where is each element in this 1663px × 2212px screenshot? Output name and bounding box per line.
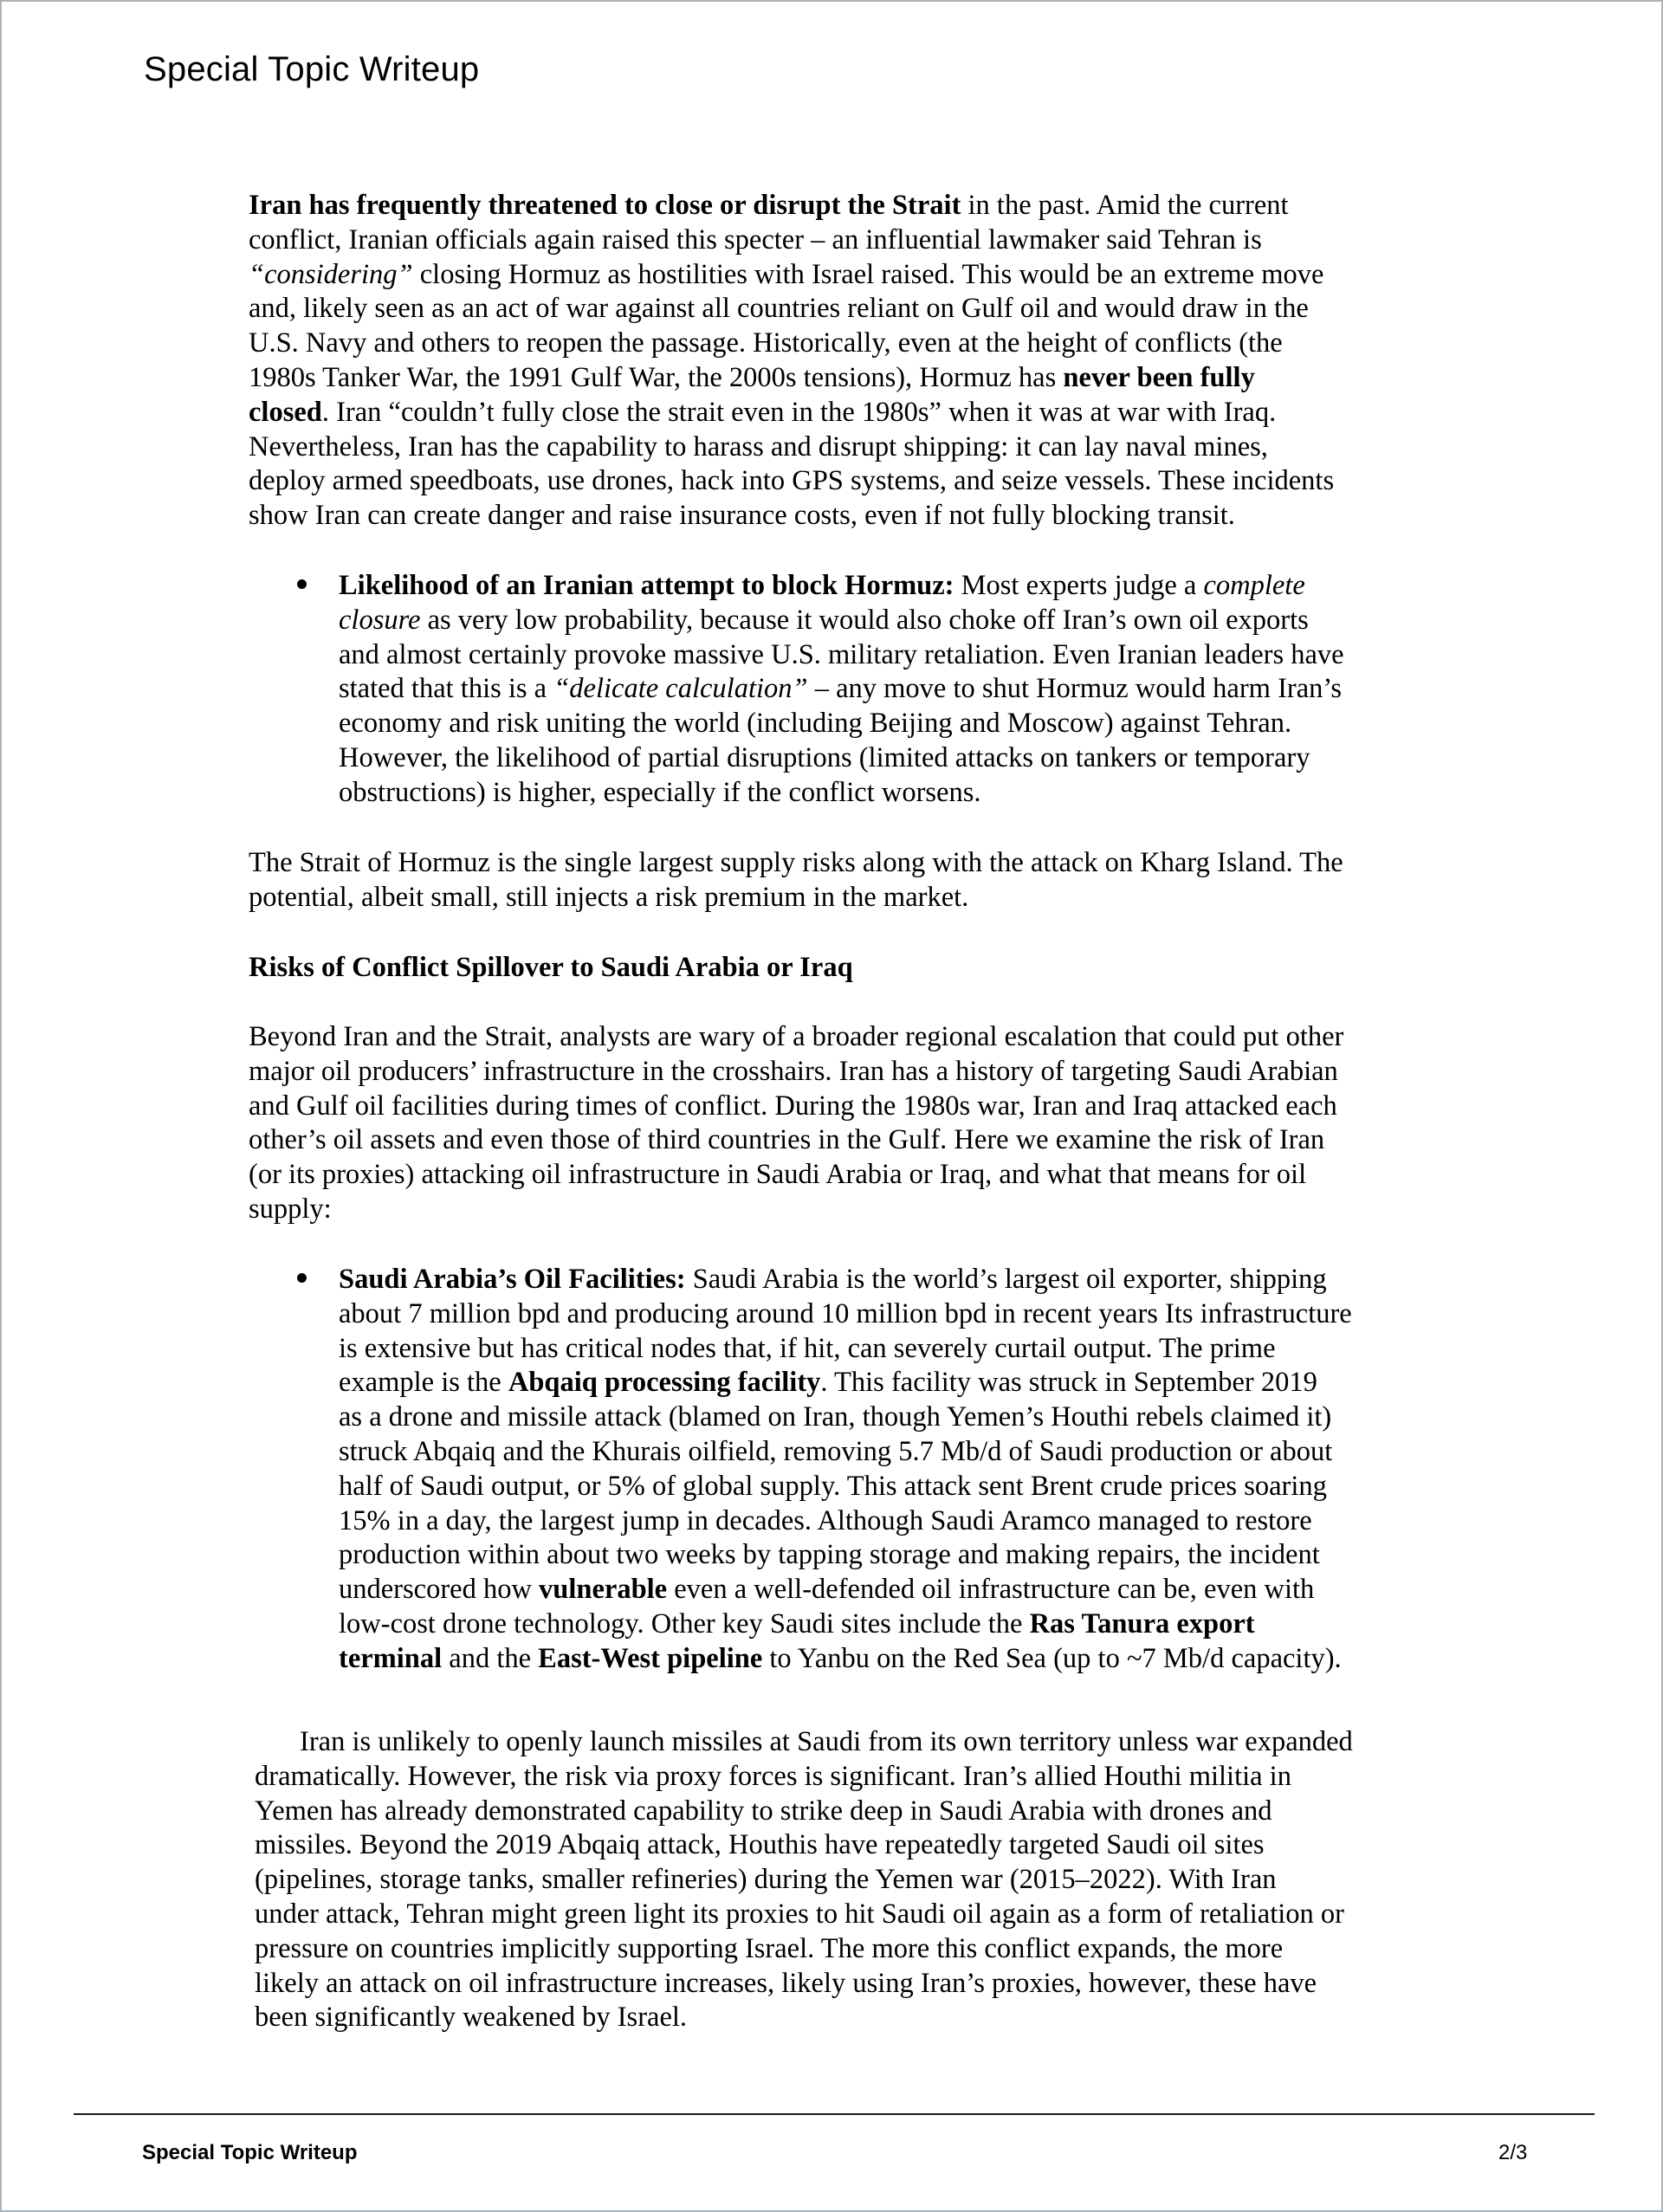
bold-text: Iran has frequently threatened to close or disrupt the Strait — [249, 190, 961, 221]
text-line — [339, 1297, 1352, 1332]
footer-title: Special Topic Writeup — [142, 2141, 358, 2164]
text-line — [249, 499, 1334, 534]
text-line — [249, 846, 1343, 881]
text-line — [339, 1263, 1352, 1297]
text-line — [339, 1366, 1352, 1400]
text-run: in the past. Amid the current — [961, 190, 1289, 221]
text-run: struck Abqaiq and the Khurais oilfield, removing 5.7 Mb/d of Saudi production or about — [339, 1435, 1333, 1467]
text-line — [339, 1470, 1352, 1504]
bullet-item-saudi-facilities — [339, 1263, 1352, 1677]
page-number: 2/3 — [1498, 2141, 1528, 2164]
text-run: – any move to shut Hormuz would harm Iran’s — [807, 673, 1343, 705]
bullet-item-hormuz-likelihood — [339, 569, 1344, 811]
text-run: U.S. Navy and others to reopen the passage. Historically, even at the height of conflicts (the — [249, 327, 1283, 359]
italic-text: “delicate calculation” — [553, 673, 808, 705]
bullet-icon — [297, 579, 307, 589]
text-run: The Strait of Hormuz is the single largest supply risks along with the attack on Kharg Island. The — [249, 847, 1343, 878]
text-line — [339, 672, 1344, 707]
text-run: supply: — [249, 1193, 332, 1225]
text-run: is extensive but has critical nodes that, if hit, can severely curtail output. The prime — [339, 1332, 1276, 1364]
text-line — [339, 1607, 1352, 1642]
text-line — [249, 881, 1343, 915]
text-line — [339, 1400, 1352, 1435]
text-run: dramatically. However, the risk via proxy forces is significant. Iran’s allied Houthi militia in — [255, 1760, 1291, 1792]
bold-text: Saudi Arabia’s Oil Facilities: — [339, 1264, 686, 1295]
text-run: However, the likelihood of partial disruptions (limited attacks on tankers or temporary — [339, 741, 1310, 773]
text-line — [249, 327, 1334, 361]
bold-text: never been fully — [1063, 361, 1255, 393]
text-run: been significantly weakened by Israel. — [255, 2002, 688, 2034]
text-run: and, likely seen as an act of war against all countries reliant on Gulf oil and would draw in the — [249, 293, 1309, 325]
text-line — [339, 604, 1344, 638]
text-line — [249, 1020, 1343, 1055]
bullet-text — [339, 1263, 1352, 1677]
text-run: conflict, Iranian officials again raised this specter – an influential lawmaker said Tehran is — [249, 223, 1262, 255]
text-run: and the — [442, 1642, 539, 1674]
text-line — [249, 1090, 1343, 1124]
text-run: even a well-defended oil infrastructure can be, even with — [667, 1574, 1315, 1606]
text-run: other’s oil assets and even those of third countries in the Gulf. Here we examine the risk of Iran — [249, 1124, 1325, 1156]
text-run: (pipelines, storage tanks, smaller refineries) during the Yemen war (2015–2022). With Iran — [255, 1864, 1277, 1896]
text-run: . Iran “couldn’t fully close the strait even in the 1980s” when it was at war with Iraq. — [321, 396, 1277, 428]
text-line — [339, 569, 1344, 604]
text-run: missiles. Beyond the 2019 Abqaiq attack, Houthis have repeatedly targeted Saudi oil sites — [255, 1829, 1265, 1861]
text-run: underscored how — [339, 1574, 540, 1606]
text-run: low-cost drone technology. Other key Saudi sites include the — [339, 1607, 1030, 1640]
paragraph-hormuz-threats — [249, 189, 1334, 534]
text-line — [249, 430, 1334, 465]
italic-text: “considering” — [249, 258, 413, 290]
bold-text: terminal — [339, 1642, 443, 1674]
text-line — [255, 1795, 1353, 1829]
text-run: Most experts judge a — [954, 570, 1204, 601]
text-line — [249, 189, 1334, 223]
paragraph-proxy-risk — [255, 1725, 1353, 2035]
text-line — [255, 1967, 1353, 2002]
text-run: pressure on countries implicitly supporting Israel. The more this conflict expands, the more — [255, 1932, 1284, 1964]
text-line — [339, 1642, 1352, 1677]
text-line — [339, 1435, 1352, 1470]
text-run: Beyond Iran and the Strait, analysts are wary of a broader regional escalation that could put other — [249, 1021, 1344, 1052]
text-run: production within about two weeks by tapping storage and making repairs, the incident — [339, 1539, 1320, 1571]
bold-text: Likelihood of an Iranian attempt to block Hormuz: — [339, 570, 954, 601]
text-line — [249, 292, 1334, 327]
text-run: under attack, Tehran might green light its proxies to hit Saudi oil again as a form of retaliation or — [255, 1898, 1344, 1930]
text-run: deploy armed speedboats, use drones, hack into GPS systems, and seize vessels. These incidents — [249, 465, 1335, 497]
text-run: about 7 million bpd and producing around 10 million bpd in recent years Its infrastructure — [339, 1297, 1352, 1329]
text-line — [249, 1193, 1343, 1227]
bold-text: Abqaiq processing facility — [508, 1367, 821, 1399]
text-line — [249, 361, 1334, 396]
text-line — [249, 1055, 1343, 1090]
text-line — [339, 1573, 1352, 1607]
text-line — [255, 1828, 1353, 1863]
bold-text: East-West pipeline — [538, 1642, 763, 1674]
bullet-text — [339, 569, 1344, 811]
text-run: 1980s Tanker War, the 1991 Gulf War, the 2000s tensions), Hormuz has — [249, 361, 1064, 393]
text-run: and almost certainly provoke massive U.S. military retaliation. Even Iranian leaders have — [339, 638, 1344, 670]
text-run: show Iran can create danger and raise insurance costs, even if not fully blocking transit. — [249, 500, 1235, 532]
text-run: Saudi Arabia is the world’s largest oil exporter, shipping — [685, 1264, 1327, 1295]
page-header-title: Special Topic Writeup — [144, 50, 480, 88]
text-line — [339, 1538, 1352, 1573]
text-line — [339, 741, 1344, 776]
text-run: 15% in a day, the largest jump in decades. Although Saudi Aramco managed to restore — [339, 1504, 1312, 1536]
bold-text: Ras Tanura export — [1029, 1607, 1255, 1640]
bold-text: vulnerable — [539, 1574, 668, 1606]
text-run: stated that this is a — [339, 673, 554, 705]
text-line — [255, 1863, 1353, 1898]
text-line — [249, 396, 1334, 430]
italic-text: closure — [339, 604, 421, 636]
bold-text: closed — [249, 396, 322, 428]
text-line — [339, 776, 1344, 811]
text-run: potential, albeit small, still injects a risk premium in the market. — [249, 881, 969, 913]
text-line — [249, 464, 1334, 499]
text-run: obstructions) is higher, especially if the conflict worsens. — [339, 776, 981, 808]
text-run: closing Hormuz as hostilities with Israel raised. This would be an extreme move — [412, 258, 1324, 290]
text-line — [339, 1504, 1352, 1539]
paragraph-supply-risk — [249, 846, 1343, 915]
footer-divider — [74, 2113, 1595, 2115]
text-run: Yemen has already demonstrated capability to strike deep in Saudi Arabia with drones and — [255, 1795, 1272, 1827]
text-run: to Yanbu on the Red Sea (up to ~7 Mb/d capacity). — [762, 1642, 1342, 1674]
text-run: and Gulf oil facilities during times of conflict. During the 1980s war, Iran and Iraq attacked each — [249, 1090, 1337, 1122]
text-run: likely an attack on oil infrastructure increases, likely using Iran’s proxies, however, these have — [255, 1967, 1317, 1999]
text-run: example is the — [339, 1367, 508, 1399]
section-heading: Risks of Conflict Spillover to Saudi Arabia or Iraq — [249, 952, 853, 983]
text-line — [255, 2001, 1353, 2035]
bullet-icon — [297, 1273, 307, 1283]
text-line — [339, 707, 1344, 741]
text-run: . This facility was struck in September 2019 — [820, 1367, 1317, 1399]
text-line — [255, 1725, 1353, 1760]
text-run: major oil producers’ infrastructure in the crosshairs. Iran has a history of targeting Saudi Arabian — [249, 1055, 1338, 1087]
text-run: half of Saudi output, or 5% of global supply. This attack sent Brent crude prices soaring — [339, 1470, 1327, 1502]
text-run: Nevertheless, Iran has the capability to harass and disrupt shipping: it can lay naval mines, — [249, 430, 1268, 462]
paragraph-spillover-intro — [249, 1020, 1343, 1227]
text-line — [339, 638, 1344, 673]
text-line — [255, 1932, 1353, 1967]
text-line — [255, 1760, 1353, 1795]
text-line — [249, 1123, 1343, 1158]
text-run: economy and risk uniting the world (including Beijing and Moscow) against Tehran. — [339, 708, 1292, 740]
italic-text: complete — [1203, 570, 1305, 601]
text-run: as very low probability, because it would also choke off Iran’s own oil exports — [420, 604, 1309, 636]
text-run: Iran is unlikely to openly launch missiles at Saudi from its own territory unless war expanded — [300, 1726, 1353, 1757]
text-run: (or its proxies) attacking oil infrastructure in Saudi Arabia or Iraq, and what that means for oil — [249, 1159, 1307, 1191]
text-line — [249, 223, 1334, 258]
text-line — [249, 258, 1334, 293]
text-run: as a drone and missile attack (blamed on Iran, though Yemen’s Houthi rebels claimed it) — [339, 1401, 1332, 1433]
text-line — [339, 1332, 1352, 1367]
text-line — [255, 1898, 1353, 1932]
text-line — [249, 1158, 1343, 1193]
